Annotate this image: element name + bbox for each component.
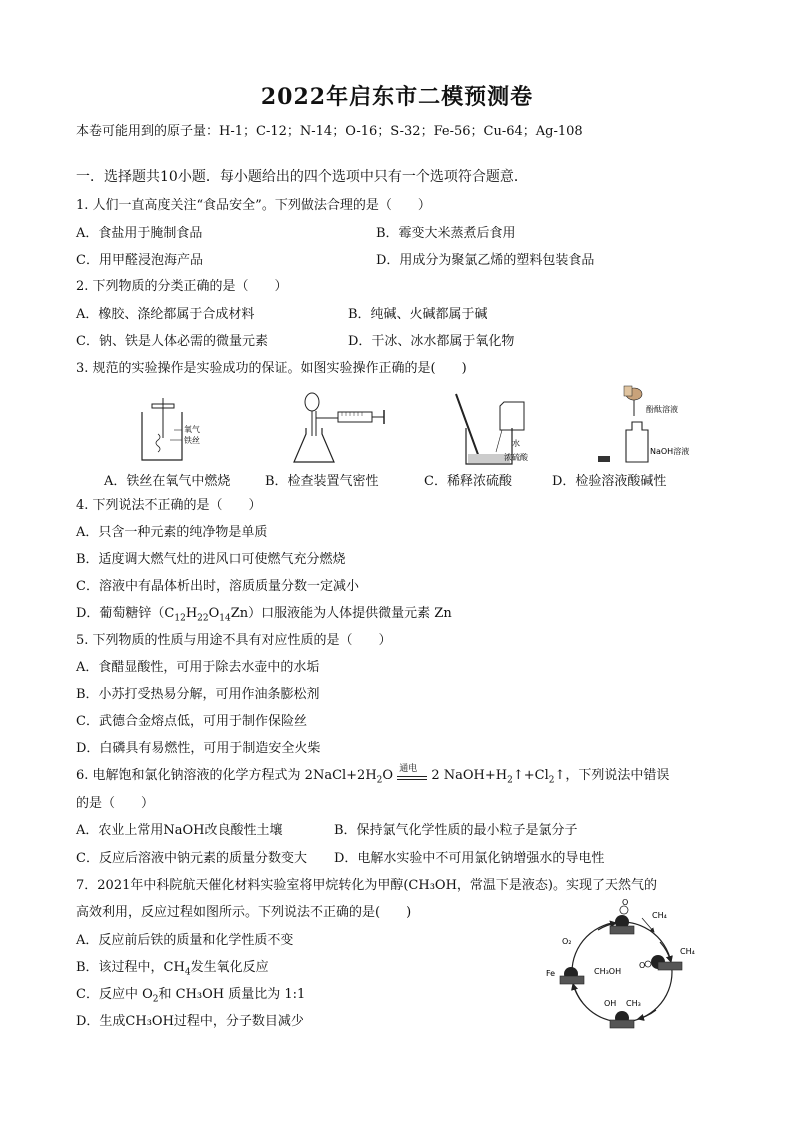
q3-stem: 3. 规范的实验操作是实验成功的保证。如图实验操作正确的是( ): [76, 361, 467, 376]
figure-iron-wire-oxygen: [130, 398, 210, 468]
q6-option-d: D．电解水实验中不可用氯化钠增强水的导电性: [334, 851, 605, 866]
fig7-ch4-right: CH₄: [680, 947, 695, 956]
q2-option-d: D．干冰、冰水都属于氧化物: [348, 334, 515, 349]
q6-option-a: A．农业上常用NaOH改良酸性土壤: [76, 823, 283, 838]
q1-option-d: D．用成分为聚氯乙烯的塑料包装食品: [376, 253, 595, 268]
q6-option-c: C．反应后溶液中钠元素的质量分数变大: [76, 851, 307, 866]
fig7-o-right: O: [639, 961, 646, 970]
q1-option-c: C．用甲醛浸泡海产品: [76, 253, 203, 268]
q2-stem: 2. 下列物质的分类正确的是（ ）: [76, 279, 288, 294]
fig-d-label-phenolphthalein: 酚酞溶液: [646, 405, 678, 414]
q3-option-b: B．检查装置气密性: [265, 474, 379, 489]
reaction-condition: 通电: [397, 772, 427, 780]
q3-option-c: C．稀释浓硫酸: [424, 474, 512, 489]
q3-option-a: A．铁丝在氧气中燃烧: [104, 474, 231, 489]
q4-option-d: D．葡萄糖锌$(C_{12}H_{22}O_{14}Zn)$口服液能为人体提供微量元素 Zn: [76, 606, 452, 624]
fig7-fe: Fe: [546, 969, 556, 978]
q6-option-b: B．保持氯气化学性质的最小粒子是氯分子: [334, 823, 578, 838]
q2-option-b: B．纯碱、火碱都属于碱: [348, 307, 488, 322]
fig-c-label-acid: 浓硫酸: [504, 453, 528, 462]
q1-stem: 1. 人们一直高度关注“食品安全”。下列做法合理的是（ ）: [76, 198, 431, 213]
fig7-o-top: O: [622, 898, 629, 907]
fig-a-label-wire: 铁丝: [184, 436, 200, 445]
fig7-o2: O₂: [562, 937, 572, 946]
q7-option-d: D．生成CH₃OH过程中，分子数目减少: [76, 1014, 304, 1029]
fig-d-label-naoh: NaOH溶液: [650, 447, 690, 456]
figure-catalytic-cycle: [538, 896, 698, 1046]
fig7-ch3: CH₃: [626, 999, 641, 1008]
fig7-ch3oh: CH₃OH: [594, 967, 622, 976]
page-title: 2022年启东市二模预测卷: [260, 84, 534, 110]
q5-option-c: C．武德合金熔点低，可用于制作保险丝: [76, 714, 307, 729]
q2-option-c: C．钠、铁是人体必需的微量元素: [76, 334, 268, 349]
figure-airtightness-check: [290, 388, 390, 470]
q7-option-a: A．反应前后铁的质量和化学性质不变: [76, 933, 294, 948]
q6-stem-cont: 的是（ ）: [76, 796, 155, 811]
figure-test-alkalinity: [594, 384, 694, 470]
figure-dilute-acid: [452, 392, 542, 472]
q2-option-a: A．橡胶、涤纶都属于合成材料: [76, 307, 255, 322]
q7-stem-cont: 高效利用，反应过程如图所示。下列说法不正确的是( ): [76, 905, 412, 920]
q5-option-b: B．小苏打受热易分解，可用作油条膨松剂: [76, 687, 320, 702]
q6-stem: 6. 电解饱和氯化钠溶液的化学方程式为 $2NaCl+2H_2O$ 通电 2 $NaOH+H_2↑+Cl_2↑$，下列说法中错误: [76, 763, 670, 786]
atomic-masses: 本卷可能用到的原子量：H-1；C-12；N-14；O-16；S-32；Fe-56；Cu-64；Ag-108: [76, 124, 583, 139]
q1-option-a: A．食盐用于腌制食品: [76, 226, 203, 241]
q7-option-c: C．反应中 $O_2$和 CH₃OH 质量比为 1:1: [76, 987, 306, 1005]
fig7-oh: OH: [604, 999, 617, 1008]
q3-option-d: D．检验溶液酸碱性: [552, 474, 667, 489]
q4-option-b: B．适度调大燃气灶的进风口可使燃气充分燃烧: [76, 552, 346, 567]
q4-stem: 4. 下列说法不正确的是（ ）: [76, 498, 262, 513]
q7-option-b: B．该过程中，$CH_4$发生氧化反应: [76, 960, 269, 978]
q5-stem: 5. 下列物质的性质与用途不具有对应性质的是（ ）: [76, 633, 392, 648]
q1-option-b: B．霉变大米蒸煮后食用: [376, 226, 516, 241]
q7-stem: 7．2021年中科院航天催化材料实验室将甲烷转化为甲醇(CH₃OH，常温下是液态)。实现了天然气的: [76, 878, 657, 893]
q5-option-d: D．白磷具有易燃性，可用于制造安全火柴: [76, 741, 321, 756]
fig7-ch4-top: CH₄: [652, 911, 667, 920]
q4-option-a: A．只含一种元素的纯净物是单质: [76, 525, 268, 540]
q5-option-a: A．食醋显酸性，可用于除去水壶中的水垢: [76, 660, 320, 675]
fig-a-label-oxygen: 氧气: [184, 425, 200, 434]
q4-option-c: C．溶液中有晶体析出时，溶质质量分数一定减小: [76, 579, 359, 594]
section-heading: 一．选择题共10小题．每小题给出的四个选项中只有一个选项符合题意．: [76, 169, 528, 185]
fig-c-label-water: 水: [512, 439, 520, 448]
